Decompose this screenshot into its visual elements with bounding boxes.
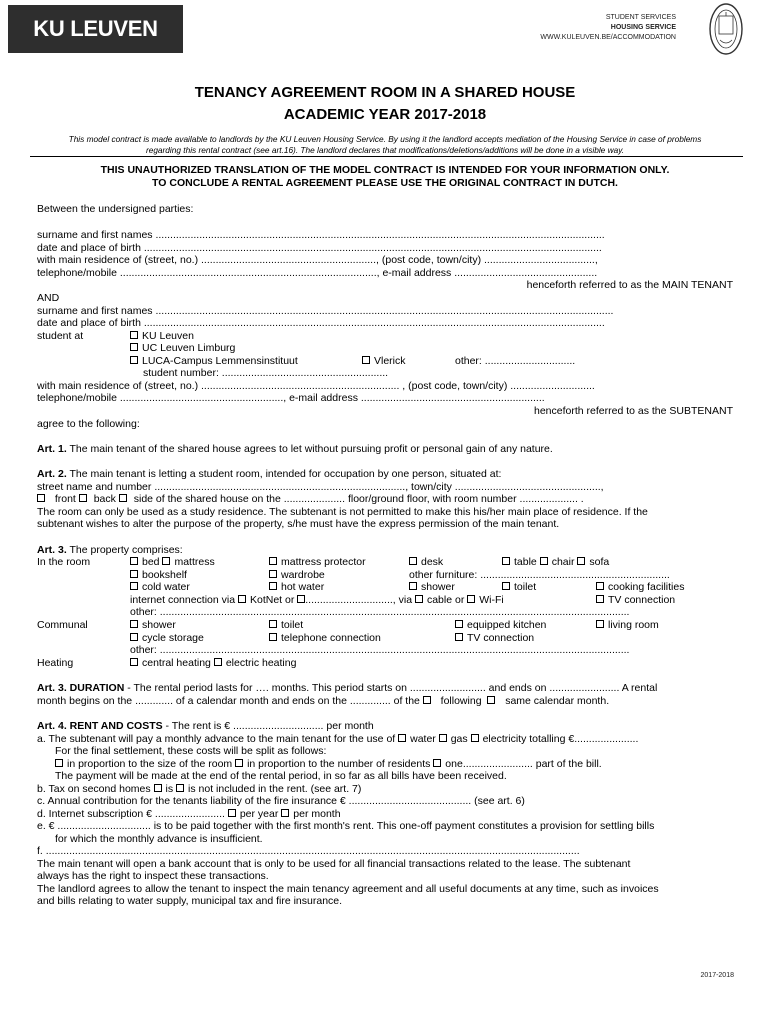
subtenant-referred: henceforth referred to as the SUBTENANT bbox=[533, 405, 733, 417]
checkbox[interactable] bbox=[502, 557, 510, 565]
option-label: cooking facilities bbox=[608, 581, 685, 593]
provider-field[interactable]: .............................., via bbox=[305, 594, 415, 606]
subtenant-surname-field[interactable]: surname and first names ............................................................................................................................................................. bbox=[37, 305, 614, 317]
article-label: Art. 3. DURATION bbox=[37, 682, 125, 694]
option-label: mattress protector bbox=[281, 556, 366, 568]
option-label: central heating bbox=[142, 657, 214, 669]
heating-label: Heating bbox=[37, 657, 74, 669]
parties-intro: Between the undersigned parties: bbox=[37, 203, 194, 215]
warning-line-1: THIS UNAUTHORIZED TRANSLATION OF THE MODEL CONTRACT IS INTENDED FOR YOUR INFORMATION ONLY. bbox=[100, 164, 670, 176]
communal-label: Communal bbox=[37, 619, 88, 631]
checkbox[interactable] bbox=[398, 734, 406, 742]
checkbox[interactable] bbox=[269, 620, 277, 628]
option-other-field[interactable]: other: ............................... bbox=[455, 355, 576, 367]
checkbox[interactable] bbox=[409, 557, 417, 565]
other-furniture-field[interactable]: other furniture: ................................................................. bbox=[409, 569, 670, 581]
article-text: The main tenant of the shared house agrees to let without pursuing profit or personal gain of any nature. bbox=[66, 443, 553, 455]
article-1 bbox=[37, 443, 553, 456]
checkbox[interactable] bbox=[423, 696, 431, 704]
housing-service-header bbox=[540, 13, 676, 43]
checkbox[interactable] bbox=[162, 557, 170, 565]
main-tenant-referred: henceforth referred to as the MAIN TENANT bbox=[526, 279, 733, 291]
checkbox[interactable] bbox=[37, 494, 45, 502]
in-room-label: In the room bbox=[37, 556, 91, 568]
option-hot-water[interactable] bbox=[269, 581, 324, 594]
main-tenant-telephone-field[interactable]: telephone/mobile ........................................................................................, e-mail address ................................................. bbox=[37, 267, 598, 279]
option-label: water bbox=[410, 733, 439, 745]
checkbox[interactable] bbox=[130, 633, 138, 641]
article-2-text-2: subtenant wishes to alter the purpose of the property, s/he must have the express permission of the main tenant. bbox=[37, 518, 560, 530]
option-label: TV connection bbox=[467, 632, 535, 644]
option-label: bookshelf bbox=[142, 569, 187, 581]
option-label: is not included in the rent. (see art. 7) bbox=[188, 783, 362, 795]
option-label: UC Leuven Limburg bbox=[142, 342, 236, 354]
checkbox[interactable] bbox=[433, 759, 441, 767]
checkbox[interactable] bbox=[130, 570, 138, 578]
option-label: electricity totalling €...................... bbox=[482, 733, 639, 745]
dept-line-1: STUDENT SERVICES bbox=[605, 14, 676, 21]
provision-text: for which the monthly advance is insufficient. bbox=[55, 833, 263, 845]
option-label: KotNet or bbox=[249, 594, 298, 606]
option-equipped-kitchen[interactable] bbox=[455, 619, 546, 632]
checkbox[interactable] bbox=[269, 570, 277, 578]
fire-insurance-field[interactable]: c. Annual contribution for the tenants liability of the fire insurance € .......................................... (see art. 6) bbox=[37, 795, 525, 807]
warning-line-2: TO CONCLUDE A RENTAL AGREEMENT PLEASE USE THE ORIGINAL CONTRACT IN DUTCH. bbox=[152, 177, 618, 189]
option-label: Wi-Fi bbox=[479, 594, 504, 606]
checkbox[interactable] bbox=[439, 734, 447, 742]
option-mattress-protector[interactable] bbox=[269, 556, 366, 569]
dept-line-2: HOUSING SERVICE bbox=[610, 24, 676, 31]
article-text: d. Internet subscription € ........................ bbox=[37, 808, 228, 820]
checkbox[interactable] bbox=[130, 582, 138, 590]
inspection-text-2: and bills relating to water supply, municipal tax and fire insurance. bbox=[37, 895, 343, 907]
checkbox[interactable] bbox=[269, 633, 277, 641]
option-label: cold water bbox=[142, 581, 190, 593]
option-label: same calendar month. bbox=[505, 695, 610, 707]
option-label: chair bbox=[551, 556, 575, 568]
main-tenant-surname-field[interactable]: surname and first names .......................................................................................................................................................... bbox=[37, 229, 605, 241]
settlement-text: For the final settlement, these costs will be split as follows: bbox=[55, 745, 327, 757]
checkbox[interactable] bbox=[409, 582, 417, 590]
intro-notice bbox=[30, 134, 740, 156]
checkbox[interactable] bbox=[269, 557, 277, 565]
option-label: following bbox=[440, 695, 482, 707]
option-label: in proportion to the size of the room bbox=[67, 758, 236, 770]
checkbox[interactable] bbox=[415, 595, 423, 603]
position-row bbox=[37, 493, 584, 506]
option-label: toilet bbox=[514, 581, 537, 593]
checkbox[interactable] bbox=[596, 582, 604, 590]
duration-line-1[interactable] bbox=[37, 682, 657, 695]
option-label: cable or bbox=[426, 594, 468, 606]
option-living-room[interactable] bbox=[596, 619, 659, 632]
article-text: month begins on the ............. of a calendar month and ends on the .............. of the bbox=[37, 695, 423, 707]
option-label: one........................ part of the bill. bbox=[445, 758, 602, 770]
checkbox[interactable] bbox=[596, 595, 604, 603]
article-2-text: The room can only be used as a study residence. The subtenant is not permitted to make this his/her main place of residence. If the bbox=[37, 506, 648, 518]
checkbox[interactable] bbox=[269, 582, 277, 590]
option-label: KU Leuven bbox=[142, 330, 194, 342]
subtenant-birth-field[interactable]: date and place of birth .............................................................................................................................................................. bbox=[37, 317, 605, 329]
checkbox[interactable] bbox=[79, 494, 87, 502]
option-label: shower bbox=[142, 619, 176, 631]
option-label: electric heating bbox=[225, 657, 297, 669]
intro-line-1: This model contract is made available to landlords by the KU Leuven Housing Service. By using it the landlord accepts mediation of the Housing Service in case of problems bbox=[68, 134, 702, 144]
university-seal-icon bbox=[708, 2, 744, 56]
option-shower[interactable] bbox=[409, 581, 455, 594]
checkbox[interactable] bbox=[130, 331, 138, 339]
option-label: is bbox=[165, 783, 177, 795]
article-label: Art. 4. RENT AND COSTS bbox=[37, 720, 163, 732]
and-label: AND bbox=[37, 292, 60, 304]
article-text: b. Tax on second homes bbox=[37, 783, 154, 795]
option-communal-shower[interactable] bbox=[130, 619, 176, 632]
checkbox[interactable] bbox=[55, 759, 63, 767]
checkbox[interactable] bbox=[238, 595, 246, 603]
checkbox[interactable] bbox=[130, 620, 138, 628]
option-label: hot water bbox=[281, 581, 325, 593]
article-label: Art. 3. bbox=[37, 544, 67, 556]
checkbox[interactable] bbox=[487, 696, 495, 704]
main-tenant-residence-field[interactable]: with main residence of (street, no.) ............................................................, (post code, town/city) ......................................, bbox=[37, 254, 598, 266]
option-label: cycle storage bbox=[142, 632, 204, 644]
inspection-text-1: The landlord agrees to allow the tenant to inspect the main tenancy agreement and all useful documents at any time, such as invoices bbox=[37, 883, 659, 895]
option-table-chair-sofa[interactable] bbox=[502, 556, 609, 569]
article-text: The main tenant is letting a student room, intended for occupation by one person, situated at: bbox=[66, 468, 502, 480]
subtenant-telephone-field[interactable]: telephone/mobile ........................................................, e-mail address ............................................................... bbox=[37, 392, 545, 404]
heating-options[interactable] bbox=[130, 657, 296, 670]
front-label: front bbox=[54, 493, 76, 505]
document-title: TENANCY AGREEMENT ROOM IN A SHARED HOUSE bbox=[194, 84, 576, 101]
option-bed[interactable] bbox=[130, 556, 215, 569]
option-label: TV connection bbox=[608, 594, 676, 606]
checkbox[interactable] bbox=[228, 809, 236, 817]
checkbox[interactable] bbox=[577, 557, 585, 565]
checkbox[interactable] bbox=[130, 356, 138, 364]
option-label: in proportion to the number of residents bbox=[247, 758, 434, 770]
communal-other-field[interactable]: other: ................................................................................................................................................................. bbox=[130, 644, 630, 656]
divider bbox=[30, 156, 743, 157]
checkbox[interactable] bbox=[596, 620, 604, 628]
option-label: Vlerick bbox=[374, 355, 406, 367]
street-town-field[interactable]: street name and number ......................................................................................, town/city .................................................., bbox=[37, 481, 604, 493]
option-label: shower bbox=[421, 581, 455, 593]
student-at-label: student at bbox=[37, 330, 84, 342]
checkbox[interactable] bbox=[281, 809, 289, 817]
academic-year-title: ACADEMIC YEAR 2017-2018 bbox=[283, 106, 487, 123]
option-label: bed bbox=[142, 556, 160, 568]
other-cost-field[interactable]: f. ....................................................................................................................................................................................... bbox=[37, 845, 580, 857]
article-text: a. The subtenant will pay a monthly advance to the main tenant for the use of bbox=[37, 733, 399, 745]
article-text: - The rental period lasts for …. months. This period starts on .......................... and ends on ........................ A rental bbox=[124, 682, 658, 694]
option-label: desk bbox=[421, 556, 444, 568]
rent-line[interactable] bbox=[37, 720, 374, 733]
option-toilet[interactable] bbox=[502, 581, 536, 594]
checkbox[interactable] bbox=[455, 620, 463, 628]
checkbox[interactable] bbox=[502, 582, 510, 590]
agree-label: agree to the following: bbox=[37, 418, 140, 430]
option-label: per month bbox=[293, 808, 341, 820]
duration-line-2[interactable] bbox=[37, 695, 609, 708]
ku-leuven-logo: KU LEUVEN bbox=[8, 5, 183, 53]
checkbox[interactable] bbox=[467, 595, 475, 603]
option-label: telephone connection bbox=[281, 632, 381, 644]
bank-text-1: The main tenant will open a bank account that is only to be used for all financial transactions related to the lease. The subtenant bbox=[37, 858, 631, 870]
option-communal-toilet[interactable] bbox=[269, 619, 303, 632]
option-cooking-facilities[interactable] bbox=[596, 581, 684, 594]
article-text: The property comprises: bbox=[66, 544, 183, 556]
checkbox[interactable] bbox=[119, 494, 127, 502]
room-other-field[interactable]: other: ................................................................................................................................................................. bbox=[130, 606, 630, 618]
checkbox[interactable] bbox=[214, 658, 222, 666]
checkbox[interactable] bbox=[471, 734, 479, 742]
checkbox[interactable] bbox=[235, 759, 243, 767]
footer-year: 2017-2018 bbox=[700, 972, 734, 979]
option-label: living room bbox=[608, 619, 659, 631]
dept-line-3: WWW.KULEUVEN.BE/ACCOMMODATION bbox=[540, 34, 676, 41]
checkbox[interactable] bbox=[154, 784, 162, 792]
article-label: Art. 1. bbox=[37, 443, 67, 455]
option-label: equipped kitchen bbox=[467, 619, 547, 631]
article-2-intro bbox=[37, 468, 501, 481]
option-label: mattress bbox=[174, 556, 215, 568]
option-label: per year bbox=[239, 808, 282, 820]
back-label: back bbox=[93, 493, 116, 505]
article-text: - The rent is € ............................... per month bbox=[162, 720, 374, 732]
provision-field[interactable]: e. € ................................ is to be paid together with the first month's rent. This one-off payment constitutes a provision for settling bills bbox=[37, 820, 655, 832]
option-label: gas bbox=[450, 733, 471, 745]
bank-text-2: always has the right to inspect these transactions. bbox=[37, 870, 269, 882]
option-desk[interactable] bbox=[409, 556, 443, 569]
side-floor-field[interactable]: side of the shared house on the ..................... floor/ground floor, with room number .................... . bbox=[133, 493, 584, 505]
payment-text: The payment will be made at the end of the rental period, in so far as all bills have been received. bbox=[55, 770, 507, 782]
checkbox[interactable] bbox=[455, 633, 463, 641]
student-number-field[interactable]: student number: ......................................................... bbox=[143, 367, 389, 379]
option-label: wardrobe bbox=[281, 569, 325, 581]
internet-label: internet connection via bbox=[130, 594, 238, 606]
subtenant-residence-field[interactable]: with main residence of (street, no.) .................................................................... , (post code, town/city) ............................. bbox=[37, 380, 595, 392]
checkbox[interactable] bbox=[130, 343, 138, 351]
checkbox[interactable] bbox=[130, 658, 138, 666]
option-uc-leuven[interactable] bbox=[130, 342, 235, 355]
checkbox[interactable] bbox=[540, 557, 548, 565]
option-label: sofa bbox=[589, 556, 610, 568]
checkbox[interactable] bbox=[176, 784, 184, 792]
option-cold-water[interactable] bbox=[130, 581, 190, 594]
intro-line-2: regarding this rental contract (see art.16). The landlord declares that modifications/deletions/additions will be done in a visible way. bbox=[145, 145, 625, 155]
checkbox[interactable] bbox=[362, 356, 370, 364]
translation-warning bbox=[30, 164, 740, 190]
checkbox[interactable] bbox=[130, 557, 138, 565]
main-tenant-birth-field[interactable]: date and place of birth ............................................................................................................................................................. bbox=[37, 242, 602, 254]
article-label: Art. 2. bbox=[37, 468, 67, 480]
option-label: LUCA-Campus Lemmensinstituut bbox=[142, 355, 298, 367]
option-label: toilet bbox=[281, 619, 304, 631]
option-label: table bbox=[514, 556, 537, 568]
